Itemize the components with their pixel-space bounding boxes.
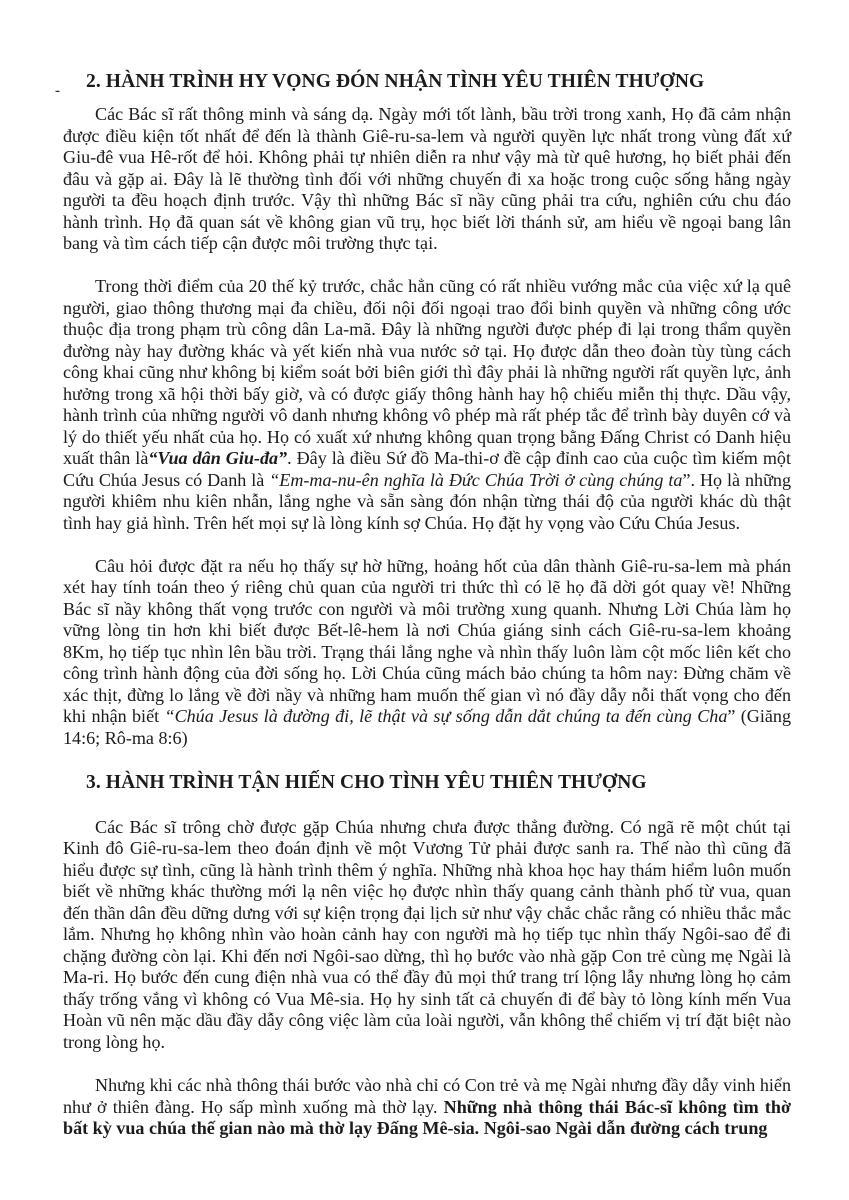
text-segment: Nhưng khi các nhà thông thái bước vào nhà chỉ có Con trẻ và mẹ Ngài nhưng đầy dẫy vinh hiển như ở thiên đàng. Họ sấp mình xuống mà thờ lạy. [63, 1075, 791, 1117]
text-segment: Các Bác sĩ rất thông minh và sáng dạ. Ngày mới tốt lành, bầu trời trong xanh, Họ đã cảm nhận được điều kiện tốt nhất để đến là thành Giê-ru-sa-lem và người quyền lực nhất trong vùng đất xứ Giu-đê vua Hê-rốt để hỏi. Không phải tự nhiên diễn ra như vậy mà từ quê hương, họ biết phải đến đâu và gặp ai. Đây là lẽ thường tình đối với những chuyến đi xa hoặc trong cuộc sống hằng ngày người ta đều hoạch định trước. Vậy thì những Bác sĩ nầy cũng phải tra cứu, nghiên cứu chu đáo hành trình. Họ đã quan sát về không gian vũ trụ, học biết lời thánh sử, am hiểu về ngoại bang lân bang và tìm cách tiếp cận được môi trường thực tại. [63, 104, 791, 253]
text-segment: Những nhà thông thái Bác-sĩ không tìm thờ bất kỳ vua chúa thế gian nào mà thờ lạy Đấng Mê-sia. Ngôi-sao Ngài dẫn đường cách trung [63, 1096, 791, 1138]
section-2-paragraph-2 [63, 276, 791, 534]
text-segment: “Chúa Jesus là đường đi, lẽ thật và sự sống dẫn dắt chúng ta đến cùng Cha [164, 706, 728, 726]
text-segment: Câu hỏi được đặt ra nếu họ thấy sự hờ hững, hoảng hốt của dân thành Giê-ru-sa-lem mà phán xét hay tính toán theo ý riêng chủ quan của người tri thức thì có lẽ họ đã dời gót quay về! Những Bác sĩ nầy không thất vọng trước con người và môi trường xung quanh. Nhưng Lời Chúa làm họ vững lòng tin hơn khi biết được Bết-lê-hem là nơi Chúa giáng sinh cách Giê-ru-sa-lem khoảng 8Km, họ tiếp tục nhìn lên bầu trời. Trạng thái lắng nghe và nhìn thấy luôn làm cột mốc liên kết cho công trình hành động của đời sống họ. Lời Chúa cũng mách bảo chúng ta hôm nay: Đừng chăm về xác thịt, đừng lo lắng về đời nầy và những ham muốn thế gian vì nó đầy dẫy nỗi thất vọng cho đến khi nhận biết [63, 555, 791, 726]
section-3-paragraph-2 [63, 1075, 791, 1140]
text-segment: Các Bác sĩ trông chờ được gặp Chúa nhưng chưa được thẳng đường. Có ngã rẽ một chút tại Kinh đô Giê-ru-sa-lem theo đoán định về một Vương Tử phải được sanh ra. Thế nào thì cũng đã hiểu được sự tình, cũng là hành trình thêm ý nghĩa. Những nhà khoa học hay thám hiểm luôn muốn biết về những khác thường mới lạ nên việc họ được nhìn thấy quang cảnh thành phố từ vua, quan đến thần dân đều dững dưng với sự kiện trọng đại lịch sử như vậy chắc chắc rằng có nhiều thắc mắc lắm. Nhưng họ không nhìn vào hoàn cảnh hay con người mà họ tiếp tục nhìn thấy Ngôi-sao để đi chặng đường còn lại. Khi đến nơi Ngôi-sao dừng, thì họ bước vào nhà gặp Con trẻ cùng mẹ Ngài là Ma-ri. Họ bước đến cung điện nhà vua có thể đầy đủ mọi thứ trang trí lộng lẫy nhưng lòng họ cảm thấy trống vắng vì không có Vua Mê-sia. Họ hy sinh tất cả chuyến đi để bày tỏ lòng kính mến Vua Hoàn vũ nên mặc dầu đầy dẫy công việc làm của loài người, vẫn không thể chiếm vị trí đặt biệt nào trong lòng họ. [63, 816, 791, 1052]
text-segment: “Em-ma-nu-ên nghĩa là Đức Chúa Trời ở cùng chúng ta [269, 469, 683, 490]
section-3-paragraph-1 [63, 817, 791, 1054]
section-2-paragraph-1 [63, 104, 791, 255]
margin-stray-mark: - [55, 83, 60, 99]
text-segment: Trong thời điểm của 20 thế kỷ trước, chắc hẳn cũng có rất nhiều vướng mắc của việc xứ lạ quê người, giao thông thương mại đa chiều, đối nội đối ngoại trao đổi binh quyền và những công ước thuộc địa trong phạm trù công dân La-mã. Đây là những người được phép đi lại trong thẩm quyền đường này hay đường khác và yết kiến nhà vua nước sở tại. Họ được dẫn theo đoàn tùy tùng cách công khai cũng như không bị kiểm soát bởi biên giới thì đây phải là những người rất quyền lực, ảnh hưởng trong xã hội thời bấy giờ, và có được giấy thông hành hay hộ chiếu miễn thị thực. Dầu vậy, hành trình của những người vô danh nhưng không vô phép mà rất phép tắc để trình bày duyên cớ và lý do thiết yếu nhất của họ. Họ có xuất xứ nhưng không quan trọng bằng Đấng Christ có Danh hiệu xuất thân là [63, 276, 791, 468]
section-3-heading: 3. HÀNH TRÌNH TẬN HIẾN CHO TÌNH YÊU THIÊN THƯỢNG [86, 771, 647, 793]
section-2-heading: 2. HÀNH TRÌNH HY VỌNG ĐÓN NHẬN TÌNH YÊU THIÊN THƯỢNG [86, 71, 705, 92]
document-content [63, 70, 791, 1161]
section-2-paragraph-3 [63, 556, 791, 750]
text-segment: “Vua dân Giu-đa” [148, 448, 288, 468]
text-segment: ”. Họ là những người khiêm nhu kiên nhẫn, lắng nghe và sẵn sàng đón nhận từng thái độ của người khác dù thật tình hay giả hình. Trên hết mọi sự là lòng kính sợ Chúa. Họ đặt hy vọng vào Cứu Chúa Jesus. [63, 469, 791, 533]
text-segment: . Đây là điều Sứ đồ Ma-thi-ơ đề cập đỉnh cao của cuộc tìm kiếm một Cứu Chúa Jesus có Danh là [63, 448, 791, 490]
text-segment: ” (Giăng 14:6; Rô-ma 8:6) [63, 706, 792, 748]
